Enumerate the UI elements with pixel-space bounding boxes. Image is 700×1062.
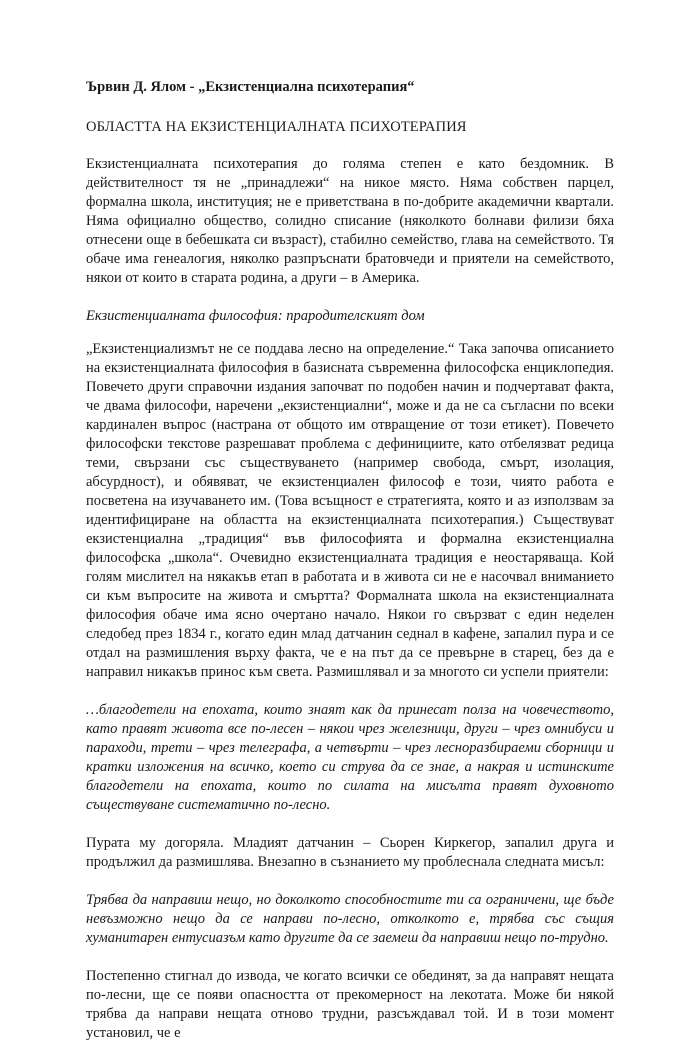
document-title: Ървин Д. Ялом - „Екзистенциална психотерапия“: [86, 79, 415, 95]
paragraph-intro: Екзистенциалната психотерапия до голяма степен е като бездомник. В действителност тя не „принадлежи“ на никое място. Няма собствен парцел, формална школа, институция; не е приветствана в по-добрите академични квартали. Няма официално общество, солидно списание (няколкото болнави филизи бяха отнесени още в бебешката си възраст), стабилно семейство, глава на семейството. Тя обаче има генеалогия, няколко разпръснати братовчеди и приятели на семейството, някои от които в старата родина, а други – в Америка.: [86, 156, 614, 286]
paragraph-philosophy: „Екзистенциализмът не се поддава лесно на определение.“ Така започва описанието на екзистенциалната философия в базисната съвременна философска енциклопедия. Повечето други справочни издания започват по подобен начин и подчертават факта, че двама философи, наречени „екзистенциални“, може и да не са съгласни по всеки кардинален въпрос (настрана от общото им отвращение от този етикет). Повечето философски текстове разрешават проблема с дефинициите, като отбелязват редица теми, свързани със съществуването (например свобода, смърт, изолация, абсурдност), и обявяват, че екзистенциален философ е този, чиято работа е посветена на изучаването им. (Това всъщност е стратегията, която и аз използвам за идентифициране на областта на екзистенциалната психотерапия.) Съществуват екзистенциална „традиция“ във философията и формална екзистенциална философска „школа“. Очевидно екзистенциалната традиция е неостаряваща. Кой голям мислител на някакъв етап в работата и в живота си не е насочвал вниманието си към въпросите на живота и смъртта? Формалната школа на екзистенциалната философия обаче има ясно очертано начало. Някои го свързват с един неделен следобед през 1834 г., когато един млад датчанин седнал в кафене, запалил пура и се отдал на размишления върху факта, че е на път да се превърне в старец, без да е направил никакъв принос към света. Размишлявал и за многото си успели приятели:: [86, 341, 614, 680]
section-heading: ОБЛАСТТА НА ЕКЗИСТЕНЦИАЛНАТА ПСИХОТЕРАПИЯ: [86, 119, 467, 135]
quote-benefactors: …благодетели на епохата, които знаят как да принесат полза на човечеството, като правят живота все по-лесен – някои чрез железници, други – чрез омнибуси и параходи, трети – чрез телеграфа, а четвърти – чрез лесноразбираеми сборници и кратки изложения на всичко, което си струва да се знае, а накрая и истинските благодетели на епохата, които по силата на мисълта правят духовното съществуване систематично по-лесно.: [86, 702, 614, 813]
document-page: [86, 78, 614, 1062]
paragraph-conclusion: Постепенно стигнал до извода, че когато всички се обединят, за да направят нещата по-лесни, ще се появи опасността от прекомерност на лекотата. Може би някой трябва да направи нещата отново трудни, разсъждавал той. И в този момент установил, че е: [86, 968, 614, 1041]
subheading-philosophy: Екзистенциалната философия: прародителският дом: [86, 308, 425, 324]
quote-kierkegaard-thought: Трябва да направиш нещо, но доколкото способностите ти са ограничени, ще бъде невъзможно нещо да се направи по-лесно, отколкото е, трябва със същия хуманитарен ентусиазъм като другите да се заемеш да направиш нещо по-трудно.: [86, 892, 614, 946]
paragraph-kierkegaard: Пурата му догоряла. Младият датчанин – Сьорен Киркегор, запалил друга и продължил да размишлява. Внезапно в съзнанието му проблеснала следната мисъл:: [86, 835, 614, 870]
